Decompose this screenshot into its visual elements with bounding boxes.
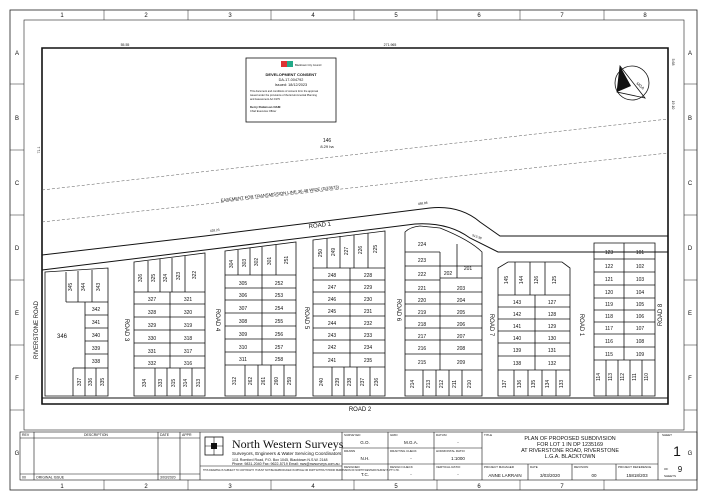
lot-label: 140 bbox=[512, 336, 522, 342]
site-boundary bbox=[42, 48, 668, 404]
grid-letter: E bbox=[687, 311, 693, 317]
grid-letter: F bbox=[15, 376, 19, 382]
lot-label: 111 bbox=[632, 373, 638, 381]
lot-label: 125 bbox=[552, 275, 558, 285]
lot-label: 239 bbox=[335, 377, 341, 387]
lot-label: 254 bbox=[274, 306, 284, 312]
lot-label: 205 bbox=[456, 310, 466, 316]
lot-label: 304 bbox=[229, 259, 235, 269]
drawn-header: DRAWN bbox=[344, 449, 356, 453]
lot-label: 118 bbox=[605, 314, 613, 320]
grid-number: 2 bbox=[144, 13, 148, 19]
lot-label: 235 bbox=[363, 358, 373, 364]
lot-label: 326 bbox=[138, 273, 144, 283]
revision-description: ORIGINAL ISSUE bbox=[36, 475, 65, 480]
lot-label: 303 bbox=[242, 258, 248, 268]
road2-label: ROAD 2 bbox=[348, 407, 372, 413]
grid-letter: C bbox=[14, 181, 20, 187]
lot-label: 106 bbox=[635, 314, 645, 320]
grid-number: 7 bbox=[560, 13, 564, 19]
dimension-label: 488.88 bbox=[417, 200, 428, 206]
lot-label: 251 bbox=[284, 255, 290, 265]
lot-label: 335 bbox=[100, 377, 106, 387]
drawing-frame bbox=[24, 20, 684, 430]
surveyed-header: SURVEYED bbox=[344, 433, 361, 437]
lot-label: 334 bbox=[142, 378, 148, 388]
lot-label: 211 bbox=[452, 380, 458, 388]
lot-label: 101 bbox=[635, 250, 645, 256]
consent-issued: Issued: 18/12/2023 bbox=[274, 83, 308, 87]
lot-label: 336 bbox=[88, 377, 94, 387]
lot-label: 333 bbox=[158, 378, 164, 388]
lot-label: 120 bbox=[604, 290, 614, 296]
lot-label: 131 bbox=[547, 348, 557, 354]
approval-header: APPR bbox=[182, 433, 192, 437]
lot-label: 346 bbox=[56, 334, 68, 340]
grid-letter: F bbox=[688, 376, 692, 382]
lot-label: 114 bbox=[596, 373, 602, 381]
easement-line-top bbox=[42, 119, 668, 190]
lot-label: 144 bbox=[519, 275, 525, 285]
lot-label: 316 bbox=[183, 361, 193, 367]
dimension-label: 55.55 bbox=[120, 43, 130, 47]
drafting-check-header: DRAFTING CHECK bbox=[390, 449, 417, 453]
grid-letter: A bbox=[14, 51, 20, 57]
date-value: 3/03/2020 bbox=[539, 473, 561, 478]
lot-label: 215 bbox=[417, 360, 427, 366]
revision-value: 00 bbox=[591, 473, 597, 478]
lot-label: 103 bbox=[635, 277, 645, 283]
lot-label: 313 bbox=[196, 378, 202, 388]
title-header: TITLE bbox=[484, 433, 493, 437]
date-header: DATE bbox=[160, 433, 170, 437]
lot-label: 318 bbox=[183, 336, 193, 342]
lot-label: 212 bbox=[439, 379, 445, 389]
lot-label: 331 bbox=[147, 349, 157, 355]
lot-label: 218 bbox=[417, 322, 427, 328]
grid-number: 2 bbox=[144, 484, 148, 490]
lot-label: 344 bbox=[81, 282, 87, 292]
company-logo-icon bbox=[205, 437, 223, 455]
lot-label: 210 bbox=[467, 379, 473, 389]
date-header: DATE bbox=[530, 465, 538, 469]
grid-number: 1 bbox=[60, 13, 64, 19]
datum-header: DATUM bbox=[436, 433, 447, 437]
description-header: DESCRIPTION bbox=[84, 433, 108, 437]
sheets-label: SHEETS bbox=[664, 474, 677, 478]
lot-label: 341 bbox=[91, 320, 101, 326]
lot-label: 328 bbox=[147, 310, 157, 316]
lot-label: 105 bbox=[635, 302, 645, 308]
horizontal-ratio-header: HORIZONTAL RATIO bbox=[436, 449, 465, 453]
road7-label: ROAD 7 bbox=[488, 313, 494, 337]
lot-label: 317 bbox=[183, 349, 193, 355]
lot-label: 305 bbox=[238, 281, 248, 287]
grid-letter: E bbox=[14, 311, 20, 317]
grid-letter: D bbox=[687, 246, 693, 252]
consent-signatory: Kerry Robinson OAM bbox=[250, 105, 281, 109]
lot-label: 343 bbox=[96, 282, 102, 292]
company-contact: Phone: 9831-2040 Fax: 9622-5719 Email: nws@nwsurveys.com.au bbox=[232, 462, 340, 466]
lot-label: 338 bbox=[91, 359, 101, 365]
lot-label: 231 bbox=[363, 309, 373, 315]
lot-label: 238 bbox=[347, 377, 353, 387]
lot-label: 307 bbox=[238, 306, 248, 312]
lot-label: 257 bbox=[274, 345, 284, 351]
lot-label: 345 bbox=[68, 282, 74, 292]
lot-label: 320 bbox=[183, 310, 193, 316]
project-manager-header: PROJECT MANAGER bbox=[484, 465, 514, 469]
lot-label: 135 bbox=[531, 379, 537, 389]
lot-label: 236 bbox=[374, 377, 380, 387]
lot-label: 137 bbox=[502, 379, 508, 389]
road8-label: ROAD 8 bbox=[658, 303, 664, 327]
company-subtitle: Surveyors, Engineers & Water Servicing Coordinators bbox=[232, 451, 342, 456]
company-name: North Western Surveys bbox=[232, 437, 344, 451]
lot-label: 314 bbox=[183, 378, 189, 388]
lot-label: 312 bbox=[232, 376, 238, 386]
lot-label: 237 bbox=[360, 377, 366, 387]
lot-label: 132 bbox=[547, 361, 557, 367]
lot-label: 241 bbox=[327, 358, 337, 364]
sheets-total: 9 bbox=[677, 465, 683, 474]
title-block-text bbox=[22, 433, 683, 480]
lot-label: 247 bbox=[327, 285, 337, 291]
lot-label: 253 bbox=[274, 293, 284, 299]
consent-ref: DA-17-004792 bbox=[278, 78, 304, 82]
lot-label: 234 bbox=[363, 345, 373, 351]
lot-label: 246 bbox=[327, 297, 337, 303]
council-logo-icon bbox=[281, 61, 287, 67]
road3-label: ROAD 3 bbox=[123, 318, 129, 342]
grid-number: 8 bbox=[643, 13, 647, 19]
lot-label: 116 bbox=[605, 339, 613, 345]
lot-label: 127 bbox=[547, 300, 557, 306]
lot-label: 249 bbox=[331, 247, 337, 257]
lot-label: 259 bbox=[287, 376, 293, 386]
lot-label: 142 bbox=[512, 312, 522, 318]
drawing-title-line: FOR LOT 1 IN DP 1235169 bbox=[536, 442, 604, 448]
dimension-label: 428.23 bbox=[209, 227, 220, 233]
lot-label: 207 bbox=[456, 334, 466, 340]
surveyed-value: G.O. bbox=[360, 440, 370, 445]
lot-label: 108 bbox=[635, 339, 645, 345]
rev-header: REV bbox=[22, 433, 30, 437]
lot-label: 324 bbox=[163, 273, 169, 283]
lot-label: 250 bbox=[318, 248, 324, 258]
lot-label: 201 bbox=[463, 266, 473, 272]
lot-label: 242 bbox=[327, 345, 337, 351]
dimension-label: 71.1 bbox=[37, 146, 41, 154]
lot-label: 128 bbox=[547, 312, 557, 318]
block-1-labels bbox=[57, 283, 106, 387]
drawing-title-line: L.G.A. BLACKTOWN bbox=[544, 454, 596, 460]
road1-east-label: ROAD 1 bbox=[578, 313, 584, 337]
grid-number: 4 bbox=[311, 484, 315, 490]
lot-label: 217 bbox=[417, 334, 427, 340]
dimension-label: 19.10 bbox=[671, 100, 675, 110]
lot-label: 216 bbox=[417, 346, 427, 352]
lot-label: 123 bbox=[604, 250, 614, 256]
lot-label: 302 bbox=[254, 257, 260, 267]
grid-value: M.G.A. bbox=[403, 440, 419, 445]
lot-label: 323 bbox=[176, 271, 182, 281]
road5-label: ROAD 5 bbox=[303, 306, 309, 330]
lot-label: 136 bbox=[517, 379, 523, 389]
lot-label: 115 bbox=[605, 352, 613, 358]
lot-label: 138 bbox=[512, 361, 522, 367]
lot-label: 107 bbox=[635, 326, 645, 332]
north-arrow bbox=[615, 66, 649, 100]
lot-label: 233 bbox=[363, 333, 373, 339]
designed-value: T.C. bbox=[360, 472, 370, 477]
lot-label: 311 bbox=[239, 357, 247, 363]
lot-label: 213 bbox=[426, 379, 432, 389]
lot-label: 330 bbox=[147, 336, 157, 342]
lot-label: 221 bbox=[417, 286, 427, 292]
consent-heading: DEVELOPMENT CONSENT bbox=[265, 72, 317, 77]
riverstone-road-label: RIVERSTONE ROAD bbox=[34, 301, 40, 359]
lot-146-number: 146 bbox=[322, 138, 332, 144]
road6-label: ROAD 6 bbox=[395, 298, 401, 322]
lot-label: 209 bbox=[456, 360, 466, 366]
lot-label: 112 bbox=[620, 373, 626, 381]
lot-label: 226 bbox=[358, 245, 364, 255]
lot-label: 261 bbox=[261, 376, 267, 386]
drawn-value: N.H. bbox=[360, 456, 370, 461]
grid-number: 4 bbox=[311, 13, 315, 19]
design-check-value: - bbox=[410, 472, 412, 477]
drawing-title-line: AT RIVERSTONE ROAD, RIVERSTONE bbox=[521, 448, 619, 454]
lot-label: 113 bbox=[608, 373, 614, 381]
lot-label: 262 bbox=[248, 376, 254, 386]
lot-label: 110 bbox=[644, 373, 650, 381]
lot-label: 224 bbox=[417, 242, 427, 248]
project-reference-header: PROJECT REFERENCE bbox=[618, 465, 652, 469]
of-label: OF bbox=[664, 467, 669, 471]
consent-body: and Assessment Act 1979 bbox=[250, 98, 280, 101]
block-5 bbox=[405, 226, 482, 396]
designed-header: DESIGNED bbox=[344, 465, 360, 469]
lot-label: 315 bbox=[171, 378, 177, 388]
grid-number: 6 bbox=[477, 13, 481, 19]
lot-label: 141 bbox=[512, 324, 522, 330]
council-logo-text: Blacktown City Council bbox=[295, 64, 322, 67]
lot-label: 232 bbox=[363, 321, 373, 327]
revision-date: 3/03/2020 bbox=[160, 475, 176, 480]
copyright-disclaimer: THIS DRAWING IS SUBJECT TO COPYRIGHT. IT MUST NOT BE REPRODUCED IN WHOLE OR PART WITHOUT PRIOR PERMISSION OF NORTH WESTERN SURVEYS PTY LTD. bbox=[203, 469, 400, 472]
lot-label: 143 bbox=[512, 300, 522, 306]
lot-label: 130 bbox=[547, 336, 557, 342]
lot-label: 229 bbox=[363, 285, 373, 291]
drawing-title-line: PLAN OF PROPOSED SUBDIVISION bbox=[524, 436, 616, 442]
lot-label: 102 bbox=[635, 264, 645, 270]
design-check-header: DESIGN CHECK bbox=[390, 465, 413, 469]
grid-number: 5 bbox=[394, 484, 398, 490]
lot-label: 325 bbox=[151, 273, 157, 283]
sheet-header: SHEET bbox=[662, 433, 673, 437]
grid-letter: G bbox=[687, 451, 693, 457]
grid-header: GRID bbox=[390, 433, 398, 437]
drafting-check-value: - bbox=[410, 456, 412, 461]
lot-label: 223 bbox=[417, 258, 427, 264]
lot-label: 219 bbox=[417, 310, 427, 316]
lot-label: 248 bbox=[327, 273, 337, 279]
lot-label: 119 bbox=[605, 302, 613, 308]
revision-header: REVISION bbox=[574, 465, 589, 469]
lot-label: 117 bbox=[605, 326, 613, 332]
lot-label: 206 bbox=[456, 322, 466, 328]
lot-label: 306 bbox=[238, 293, 248, 299]
horizontal-ratio-value: 1:1000 bbox=[451, 456, 465, 461]
dimension-label: 271.965 bbox=[383, 43, 397, 47]
lot-label: 301 bbox=[267, 256, 273, 266]
lot-label: 104 bbox=[635, 290, 645, 296]
block-5-labels bbox=[410, 242, 473, 388]
lot-label: 225 bbox=[373, 244, 379, 254]
vertical-ratio-header: VERTICAL RATIO bbox=[436, 465, 461, 469]
road1-south-edge bbox=[42, 221, 668, 270]
lot-label: 255 bbox=[274, 319, 284, 325]
lot-label: 337 bbox=[77, 377, 83, 387]
consent-body: This document and conditions of consent form the approval bbox=[250, 90, 319, 93]
lot-label: 121 bbox=[604, 277, 614, 283]
grid-number: 1 bbox=[60, 484, 64, 490]
lot-label: 319 bbox=[183, 323, 193, 329]
grid-letter: G bbox=[14, 451, 20, 457]
lot-label: 339 bbox=[91, 346, 101, 352]
consent-signatory-title: Chief Executive Officer bbox=[250, 110, 277, 113]
lot-label: 260 bbox=[274, 376, 280, 386]
grid-letter: B bbox=[687, 116, 693, 122]
company-address: 1/11 Romford Road, P.O. Box 1045, Blacktown N.S.W. 2148 bbox=[232, 458, 328, 462]
lot-label: 145 bbox=[504, 275, 510, 285]
lot-label: 204 bbox=[456, 298, 466, 304]
dimension-label: 5.68 bbox=[671, 58, 675, 66]
lot-label: 203 bbox=[456, 286, 466, 292]
grid-letter: A bbox=[687, 51, 693, 57]
lot-label: 126 bbox=[534, 275, 540, 285]
lot-label: 332 bbox=[147, 361, 157, 367]
lot-label: 258 bbox=[274, 357, 284, 363]
lot-label: 133 bbox=[559, 379, 565, 389]
lot-label: 109 bbox=[635, 352, 645, 358]
road4-label: ROAD 4 bbox=[214, 308, 220, 332]
lot-label: 327 bbox=[147, 297, 157, 303]
grid-number: 3 bbox=[228, 484, 232, 490]
lot-label: 228 bbox=[363, 273, 373, 279]
development-consent-stamp bbox=[246, 58, 336, 122]
project-reference-value: 15818/203 bbox=[626, 473, 648, 478]
consent-body: issued under the provisions of the Environmental Planning bbox=[250, 94, 317, 97]
lot-146-area: 8.29 ha bbox=[320, 144, 334, 149]
lot-label: 240 bbox=[319, 377, 325, 387]
grid-letter: D bbox=[14, 246, 20, 252]
lot-label: 122 bbox=[604, 264, 614, 270]
project-manager-value: ANNE LARRAIN bbox=[488, 473, 522, 478]
lot-label: 134 bbox=[545, 379, 551, 389]
lot-label: 230 bbox=[363, 297, 373, 303]
dimension-label: 513.38 bbox=[471, 233, 483, 241]
lot-label: 252 bbox=[274, 281, 284, 287]
lot-label: 245 bbox=[327, 309, 337, 315]
easement-label: EASEMENT FOR TRANSMISSION LINE 36.48 WIDE (G33573) bbox=[220, 184, 340, 203]
lot-label: 129 bbox=[547, 324, 557, 330]
lot-label: 139 bbox=[512, 348, 522, 354]
grid-letter: C bbox=[687, 181, 693, 187]
lot-label: 227 bbox=[344, 246, 350, 256]
easement-line-bottom bbox=[42, 153, 668, 222]
lot-label: 256 bbox=[274, 332, 284, 338]
lot-label: 244 bbox=[327, 321, 337, 327]
road1-label: ROAD 1 bbox=[308, 221, 332, 231]
lot-label: 220 bbox=[417, 298, 427, 304]
grid-number: 7 bbox=[560, 484, 564, 490]
vertical-ratio-value: - bbox=[457, 472, 459, 477]
lot-label: 310 bbox=[238, 345, 248, 351]
north-label: MGA bbox=[635, 80, 646, 91]
datum-value: - bbox=[457, 440, 459, 445]
grid-letter: B bbox=[14, 116, 20, 122]
lot-label: 308 bbox=[238, 319, 248, 325]
lot-label: 309 bbox=[238, 332, 248, 338]
grid-number: 3 bbox=[228, 13, 232, 19]
lot-label: 342 bbox=[91, 307, 101, 313]
revision-number: 00 bbox=[22, 475, 26, 480]
lot-label: 243 bbox=[327, 333, 337, 339]
sheet-number: 1 bbox=[673, 443, 681, 459]
lot-label: 222 bbox=[417, 272, 427, 278]
lot-label: 321 bbox=[183, 297, 193, 303]
block-6-labels bbox=[502, 276, 565, 389]
lot-label: 208 bbox=[456, 346, 466, 352]
grid-number: 5 bbox=[394, 13, 398, 19]
lot-label: 214 bbox=[410, 379, 416, 389]
lot-label: 322 bbox=[192, 270, 198, 280]
lot-label: 329 bbox=[147, 323, 157, 329]
lot-label: 202 bbox=[443, 271, 453, 277]
grid-number: 6 bbox=[477, 484, 481, 490]
lot-label: 340 bbox=[91, 333, 101, 339]
